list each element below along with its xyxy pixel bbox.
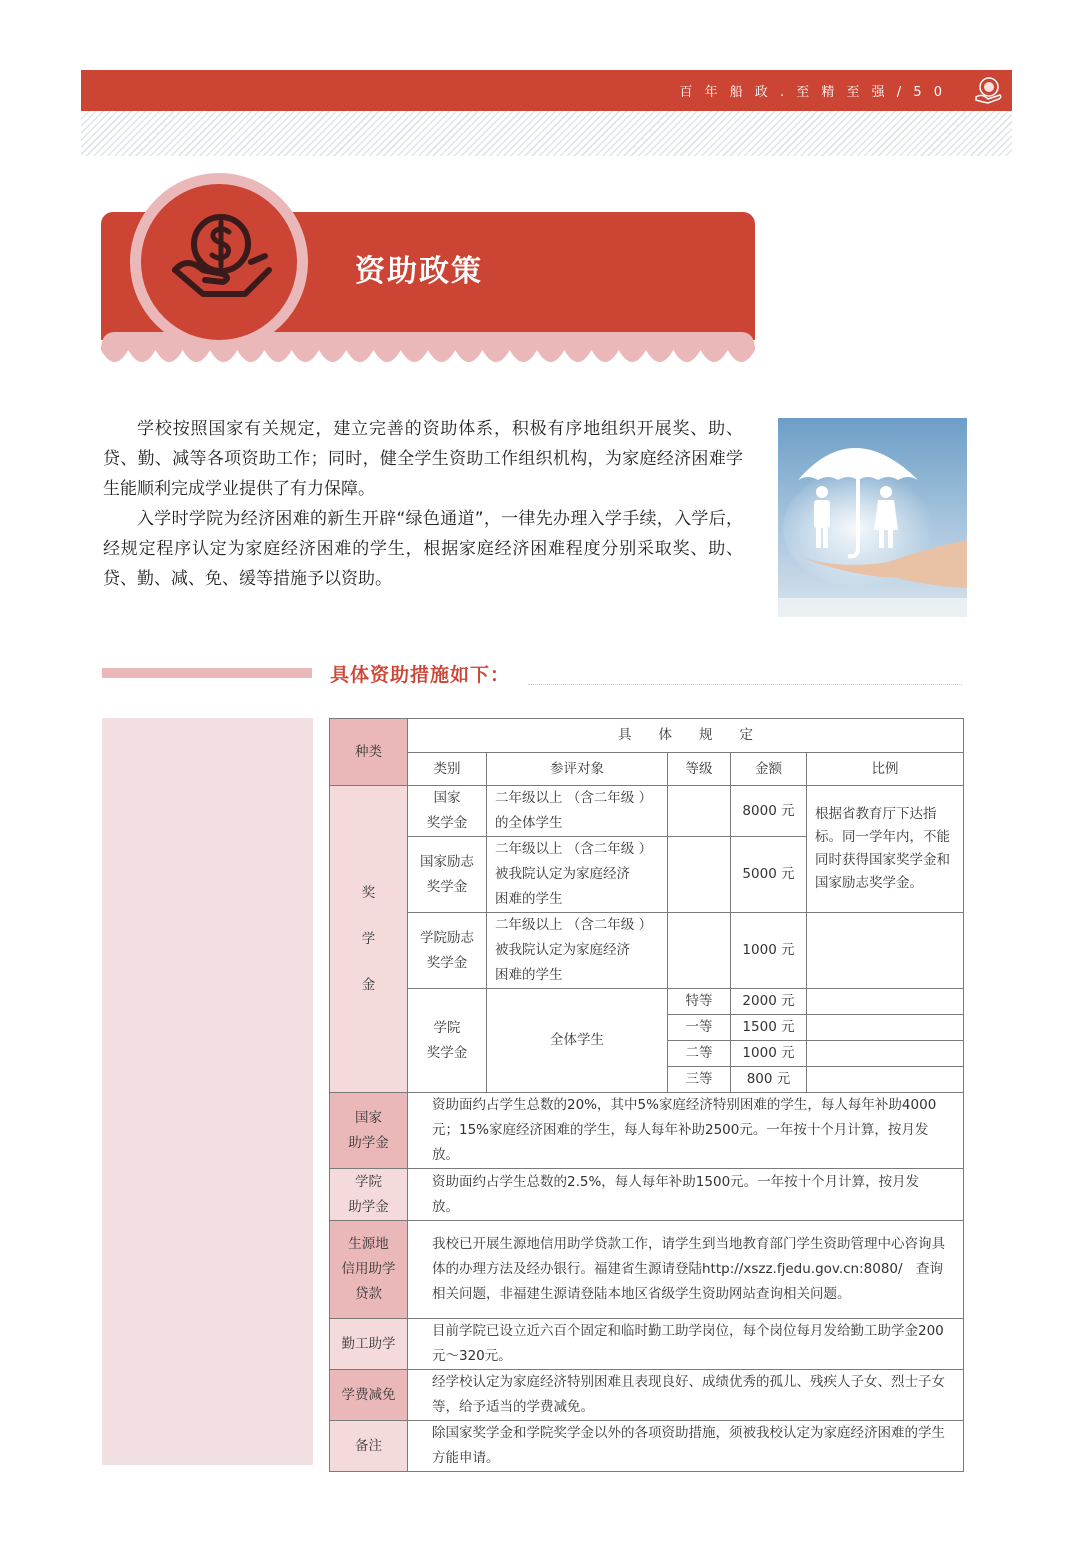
policy-kind: 学院 助学金 (330, 1169, 408, 1221)
college-level-grade: 二等 (668, 1041, 731, 1067)
national-ratio-note: 根据省教育厅下达指标。同一学年内，不能同时获得国家奖学金和国家励志奖学金。 (807, 786, 964, 913)
college-inspiration-grade (668, 913, 731, 989)
college-level-amount: 2000 元 (731, 989, 807, 1015)
subheading: 具体资助措施如下： (330, 664, 511, 686)
umbrella-family-hand-photo (778, 418, 967, 617)
national-scholarship-grade (668, 786, 731, 837)
header-target: 参评对象 (487, 753, 668, 786)
national-inspiration-target: 二年级以上 （含二年级 ） 被我院认定为家庭经济 困难的学生 (487, 837, 668, 913)
header-hatch-pattern (81, 111, 1012, 156)
policy-description: 除国家奖学金和学院奖学金以外的各项资助措施，须被我校认定为家庭经济困难的学生方能申请。 (408, 1421, 964, 1472)
school-seal-icon (974, 75, 1004, 105)
policy-description: 目前学院已设立近六百个固定和临时勤工助学岗位，每个岗位每月发给勤工助学金200元～320元。 (408, 1319, 964, 1370)
college-level-amount: 800 元 (731, 1067, 807, 1093)
policy-description: 经学校认定为家庭经济特别困难且表现良好、成绩优秀的孤儿、残疾人子女、烈士子女等，给予适当的学费减免。 (408, 1370, 964, 1421)
policy-kind: 生源地 信用助学 贷款 (330, 1221, 408, 1319)
header-ratio: 比例 (807, 753, 964, 786)
national-inspiration-grade (668, 837, 731, 913)
national-inspiration-amount: 5000 元 (731, 837, 807, 913)
header-spec: 具 体 规 定 (408, 719, 964, 753)
subheading-dotted-rule (528, 684, 962, 685)
college-inspiration-amount: 1000 元 (731, 913, 807, 989)
policy-kind: 勤工助学 (330, 1319, 408, 1370)
college-level-ratio (807, 1015, 964, 1041)
college-level-ratio (807, 989, 964, 1015)
policy-kind: 备注 (330, 1421, 408, 1472)
college-scholarship-target: 全体学生 (487, 989, 668, 1093)
policy-description: 资助面约占学生总数的2.5%，每人每年补助1500元。一年按十个月计算，按月发放。 (408, 1169, 964, 1221)
national-inspiration-category: 国家励志 奖学金 (408, 837, 487, 913)
college-level-grade: 三等 (668, 1067, 731, 1093)
policy-kind: 国家 助学金 (330, 1093, 408, 1169)
policy-description: 我校已开展生源地信用助学贷款工作，请学生到当地教育部门学生资助管理中心咨询具体的办理方法及经办银行。福建省生源请登陆http://xszz.fjedu.gov.cn:8080/ 查询相关问题，非福建生源请登陆本地区省级学生资助网站查询相关问题。 (408, 1221, 964, 1319)
section-title: 资助政策 (355, 254, 483, 289)
intro-paragraph-2: 入学时学院为经济困难的新生开辟“绿色通道”，一律先办理入学手续，入学后，经规定程序认定为家庭经济困难的学生，根据家庭经济困难程度分别采取奖、助、贷、勤、减、免、缓等措施予以资助。 (103, 509, 743, 589)
subheading-bar (102, 668, 312, 678)
college-inspiration-target: 二年级以上 （含二年级 ） 被我院认定为家庭经济 困难的学生 (487, 913, 668, 989)
college-level-grade: 特等 (668, 989, 731, 1015)
college-inspiration-category: 学院励志 奖学金 (408, 913, 487, 989)
hand-holding-money-icon (165, 208, 275, 308)
header-kind: 种类 (330, 719, 408, 786)
college-level-ratio (807, 1067, 964, 1093)
scholarship-kind-cell (330, 786, 408, 1093)
national-scholarship-target: 二年级以上 （含二年级 ） 的全体学生 (487, 786, 668, 837)
college-level-ratio (807, 1041, 964, 1067)
college-inspiration-ratio (807, 913, 964, 989)
header-tagline: 百 年 船 政 . 至 精 至 强 / 5 0 (679, 85, 946, 100)
college-level-amount: 1500 元 (731, 1015, 807, 1041)
national-scholarship-category: 国家 奖学金 (408, 786, 487, 837)
policy-table (329, 718, 964, 1472)
intro-text (103, 414, 743, 594)
college-level-amount: 1000 元 (731, 1041, 807, 1067)
college-level-grade: 一等 (668, 1015, 731, 1041)
policy-description: 资助面约占学生总数的20%，其中5%家庭经济特别困难的学生，每人每年补助4000元；15%家庭经济困难的学生，每人每年补助2500元。一年按十个月计算，按月发放。 (408, 1093, 964, 1169)
header-amount: 金额 (731, 753, 807, 786)
header-grade: 等级 (668, 753, 731, 786)
side-panel (102, 718, 313, 1465)
header-category: 类别 (408, 753, 487, 786)
scholarship-kind-label: 奖 学 金 (361, 885, 376, 993)
policy-kind: 学费减免 (330, 1370, 408, 1421)
header-bar (81, 70, 1012, 111)
intro-paragraph-1: 学校按照国家有关规定，建立完善的资助体系，积极有序地组织开展奖、助、贷、勤、减等各项资助工作；同时，健全学生资助工作组织机构，为家庭经济困难学生能顺利完成学业提供了有力保障。 (103, 419, 743, 499)
college-scholarship-category: 学院 奖学金 (408, 989, 487, 1093)
national-scholarship-amount: 8000 元 (731, 786, 807, 837)
